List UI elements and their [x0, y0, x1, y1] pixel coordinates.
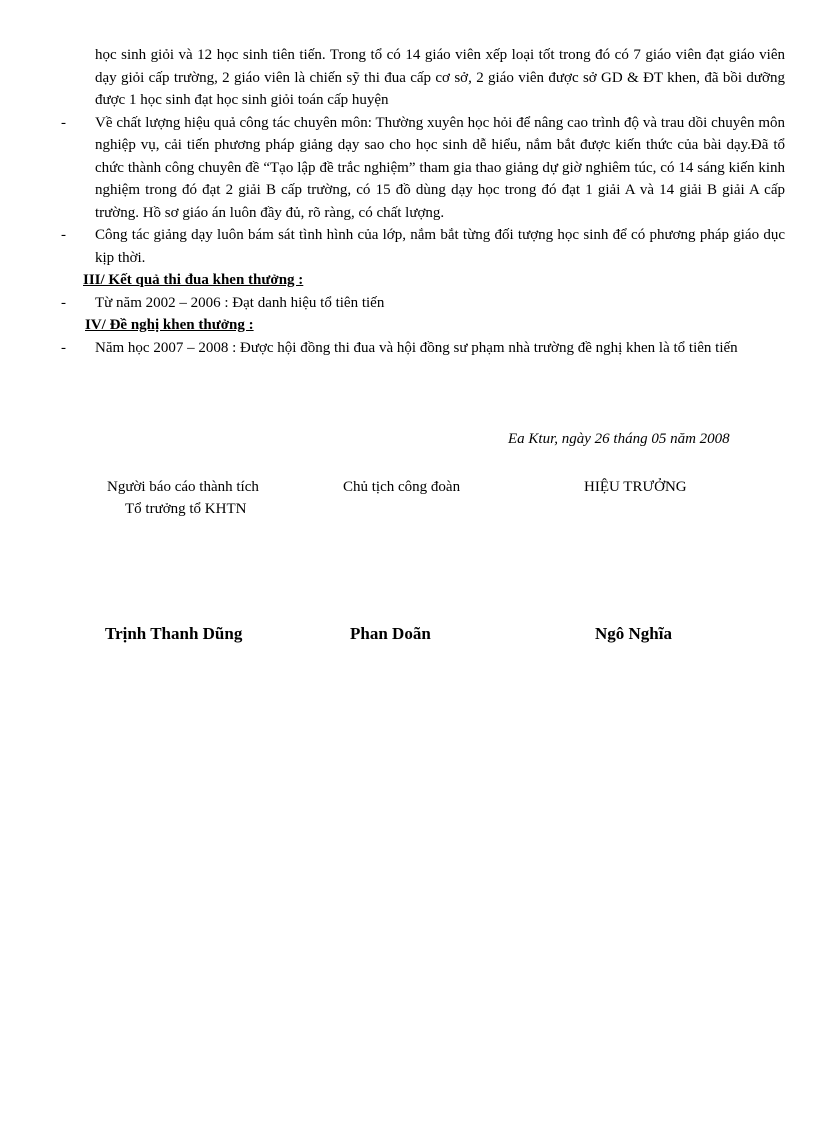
- list-dash: -: [61, 294, 66, 311]
- list-item: [61, 224, 785, 269]
- list-dash: -: [61, 227, 66, 243]
- report-body: [61, 44, 785, 359]
- list-dash: -: [61, 339, 66, 356]
- list-item: [61, 292, 785, 315]
- reporter-name: Trịnh Thanh Dũng: [105, 624, 243, 643]
- reporter-subtitle: Tổ trưởng tổ KHTN: [125, 501, 247, 517]
- list-item: [61, 112, 785, 225]
- proposal-item-text: Năm học 2007 – 2008 : Được hội đồng thi đua và hội đồng sư phạm nhà trường đề nghị khen là tổ tiên tiến: [95, 339, 738, 356]
- list-item: [61, 337, 785, 360]
- bullet-text-professional-quality: Về chất lượng hiệu quả công tác chuyên môn: Thường xuyên học hỏi để nâng cao trình độ và trau dồi chuyên môn nghiệp vụ, cải tiến phương pháp giảng dạy sao cho học sinh dễ hiểu, nắm bắt được kiến thức của bài dạy.Đã tổ chức thành công chuyên đề “Tạo lập đề trắc nghiệm” tham gia thao giảng dự giờ nghiêm túc, có 14 sáng kiến kinh nghiệm trong đó đạt 2 giải B cấp trường, có 15 đồ dùng dạy học trong đó đạt 1 giải A và 14 giải B giải A cấp trường. Hồ sơ giáo án luôn đầy đủ, rõ ràng, có chất lượng.: [95, 114, 785, 221]
- union-title: Chủ tịch công đoàn: [343, 479, 461, 495]
- union-name: Phan Doãn: [350, 624, 431, 643]
- list-dash: -: [61, 114, 66, 131]
- continuation-paragraph: học sinh giỏi và 12 học sinh tiên tiến. Trong tổ có 14 giáo viên xếp loại tốt trong đó có 7 giáo viên đạt giáo viên dạy giỏi cấp trường, 2 giáo viên là chiến sỹ thi đua cấp cơ sở, 2 giáo viên được sở GD & ĐT khen, đã bồi dưỡng được 1 học sinh đạt học sinh giỏi toán cấp huyện: [95, 47, 785, 108]
- reporter-title: Người báo cáo thành tích: [107, 479, 259, 495]
- principal-title: HIỆU TRƯỞNG: [584, 479, 687, 495]
- date-line: Ea Ktur, ngày 26 tháng 05 năm 2008: [508, 431, 730, 447]
- section-heading-results: III/ Kết quả thi đua khen thưởng :: [83, 272, 304, 288]
- principal-name: Ngô Nghĩa: [595, 624, 672, 643]
- section-heading-proposal: IV/ Đề nghị khen thưởng :: [85, 317, 254, 333]
- results-item-text: Từ năm 2002 – 2006 : Đạt danh hiệu tổ tiên tiến: [95, 294, 385, 311]
- bullet-text-teaching: Công tác giảng dạy luôn bám sát tình hình của lớp, nắm bắt từng đối tượng học sinh để có phương pháp giáo dục kịp thời.: [95, 227, 785, 266]
